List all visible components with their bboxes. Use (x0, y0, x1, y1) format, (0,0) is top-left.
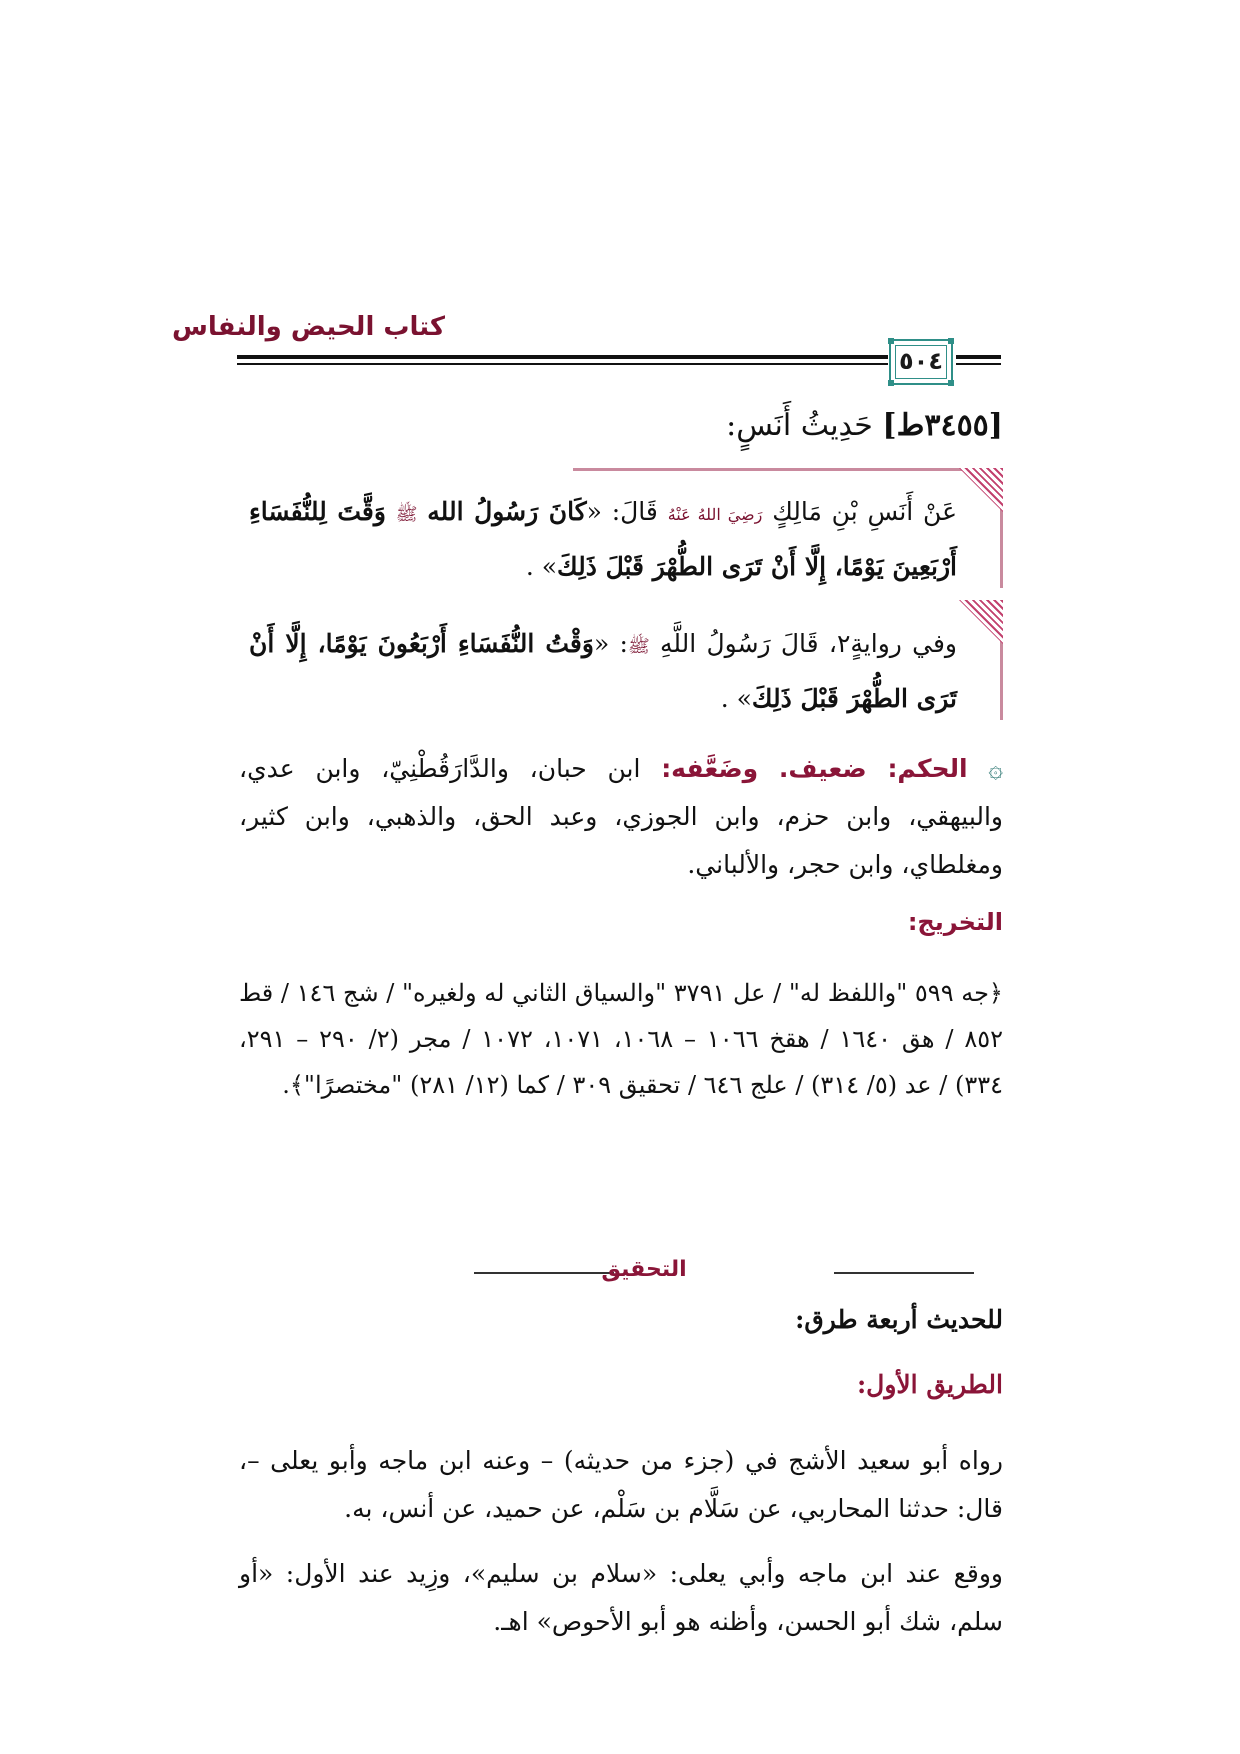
path-1-paragraph-2: ووقع عند ابن ماجه وأبي يعلى: «سلام بن سليم»، وزِيد عند الأول: «أو سلم، شك أبو الحسن، وأظنه هو أبو الأحوص» اهـ. (239, 1559, 1003, 1636)
takhrij-text: ﴿جه ٥٩٩ "واللفظ له" / عل ٣٧٩١ "والسياق الثاني له ولغيره" / شج ١٤٦ / قط ٨٥٢ / هق ١٦٤٠ / هقخ ١٠٦٦ – ١٠٦٨، ١٠٧١، ١٠٧٢ / مجر (٢/ ٢٩٠ – ٢٩١، ٣٣٤) / عد (٥/ ٣١٤) / علج ٦٤٦ / تحقيق ٣٠٩ / كما (١٢/ ٢٨١) "مختصرًا"﴾. (239, 979, 1003, 1099)
header-rule-right-top (956, 355, 1001, 359)
section-heading (403, 408, 1003, 443)
page-number-badge (889, 339, 953, 385)
header-rule-top (237, 355, 888, 359)
ruling-label: الحكم: (887, 754, 968, 783)
weakened-by-label: وضَعَّفه: (661, 754, 759, 783)
ruling-text: ابن حبان، والدَّارَقُطْنِيّ، وابن عدي، والبيهقي، وابن حزم، وابن الجوزي، وعبد الحق، والذهبي، وابن كثير، ومغلطاي، وابن حجر، والألباني. (239, 754, 1003, 879)
corner-ornament-icon (959, 468, 1003, 512)
header-rule-bottom (237, 363, 888, 365)
radiallahu-anhu-glyph: رَضِيَ اللهُ عَنْهُ (667, 505, 763, 524)
hadith-heading: حَدِيثُ أَنَسٍ: (726, 408, 873, 443)
takhrij-label: التخريج: (907, 908, 1003, 936)
book-title: كتاب الحيض والنفاس (172, 312, 446, 342)
flower-ornament-icon: ۞ (988, 754, 1003, 783)
hadith-1-text: عَنْ أَنَسِ بْنِ مَالِكٍ رَضِيَ اللهُ عَنْهُ قَالَ: «كَانَ رَسُولُ الله ﷺ وَقَّتَ لِلنُّفَسَاءِ أَرْبَعِينَ يَوْمًا، إِلَّا أَنْ تَرَى الطُّهْرَ قَبْلَ ذَلِكَ» . (249, 497, 958, 581)
ruling-paragraph (239, 745, 1003, 889)
tahqiq-divider (304, 1257, 984, 1287)
ruling-verdict: ضعيف. (778, 754, 867, 783)
paths-intro: للحديث أربعة طرق: (795, 1305, 1003, 1334)
corner-ornament-icon (959, 600, 1003, 644)
path-1-title: الطريق الأول: (856, 1370, 1003, 1399)
path-1-paragraph-1: رواه أبو سعيد الأشج في (جزء من حديثه) – وعنه ابن ماجه وأبو يعلى –، قال: حدثنا المحاربي، عن سَلَّام بن سَلْم، عن حميد، عن أنس، به. (239, 1446, 1003, 1523)
page-number: ٥٠٤ (899, 347, 943, 375)
hadith-box-2 (239, 600, 1003, 720)
header-rule-right-bottom (956, 363, 1001, 365)
hadith-box-1 (239, 468, 1003, 588)
hadith-reference: [٣٤٥٥ط] (882, 408, 1003, 443)
hadith-2-text: وفي روايةٍ٢، قَالَ رَسُولُ اللَّهِ ﷺ: «وَقْتُ النُّفَسَاءِ أَرْبَعُونَ يَوْمًا، إِلَّا أَنْ تَرَى الطُّهْرَ قَبْلَ ذَلِكَ» . (249, 629, 957, 713)
salla-allahu-glyph: ﷺ (627, 636, 650, 657)
salla-allahu-glyph: ﷺ (395, 504, 418, 525)
divider-label: التحقيق (601, 1257, 687, 1282)
